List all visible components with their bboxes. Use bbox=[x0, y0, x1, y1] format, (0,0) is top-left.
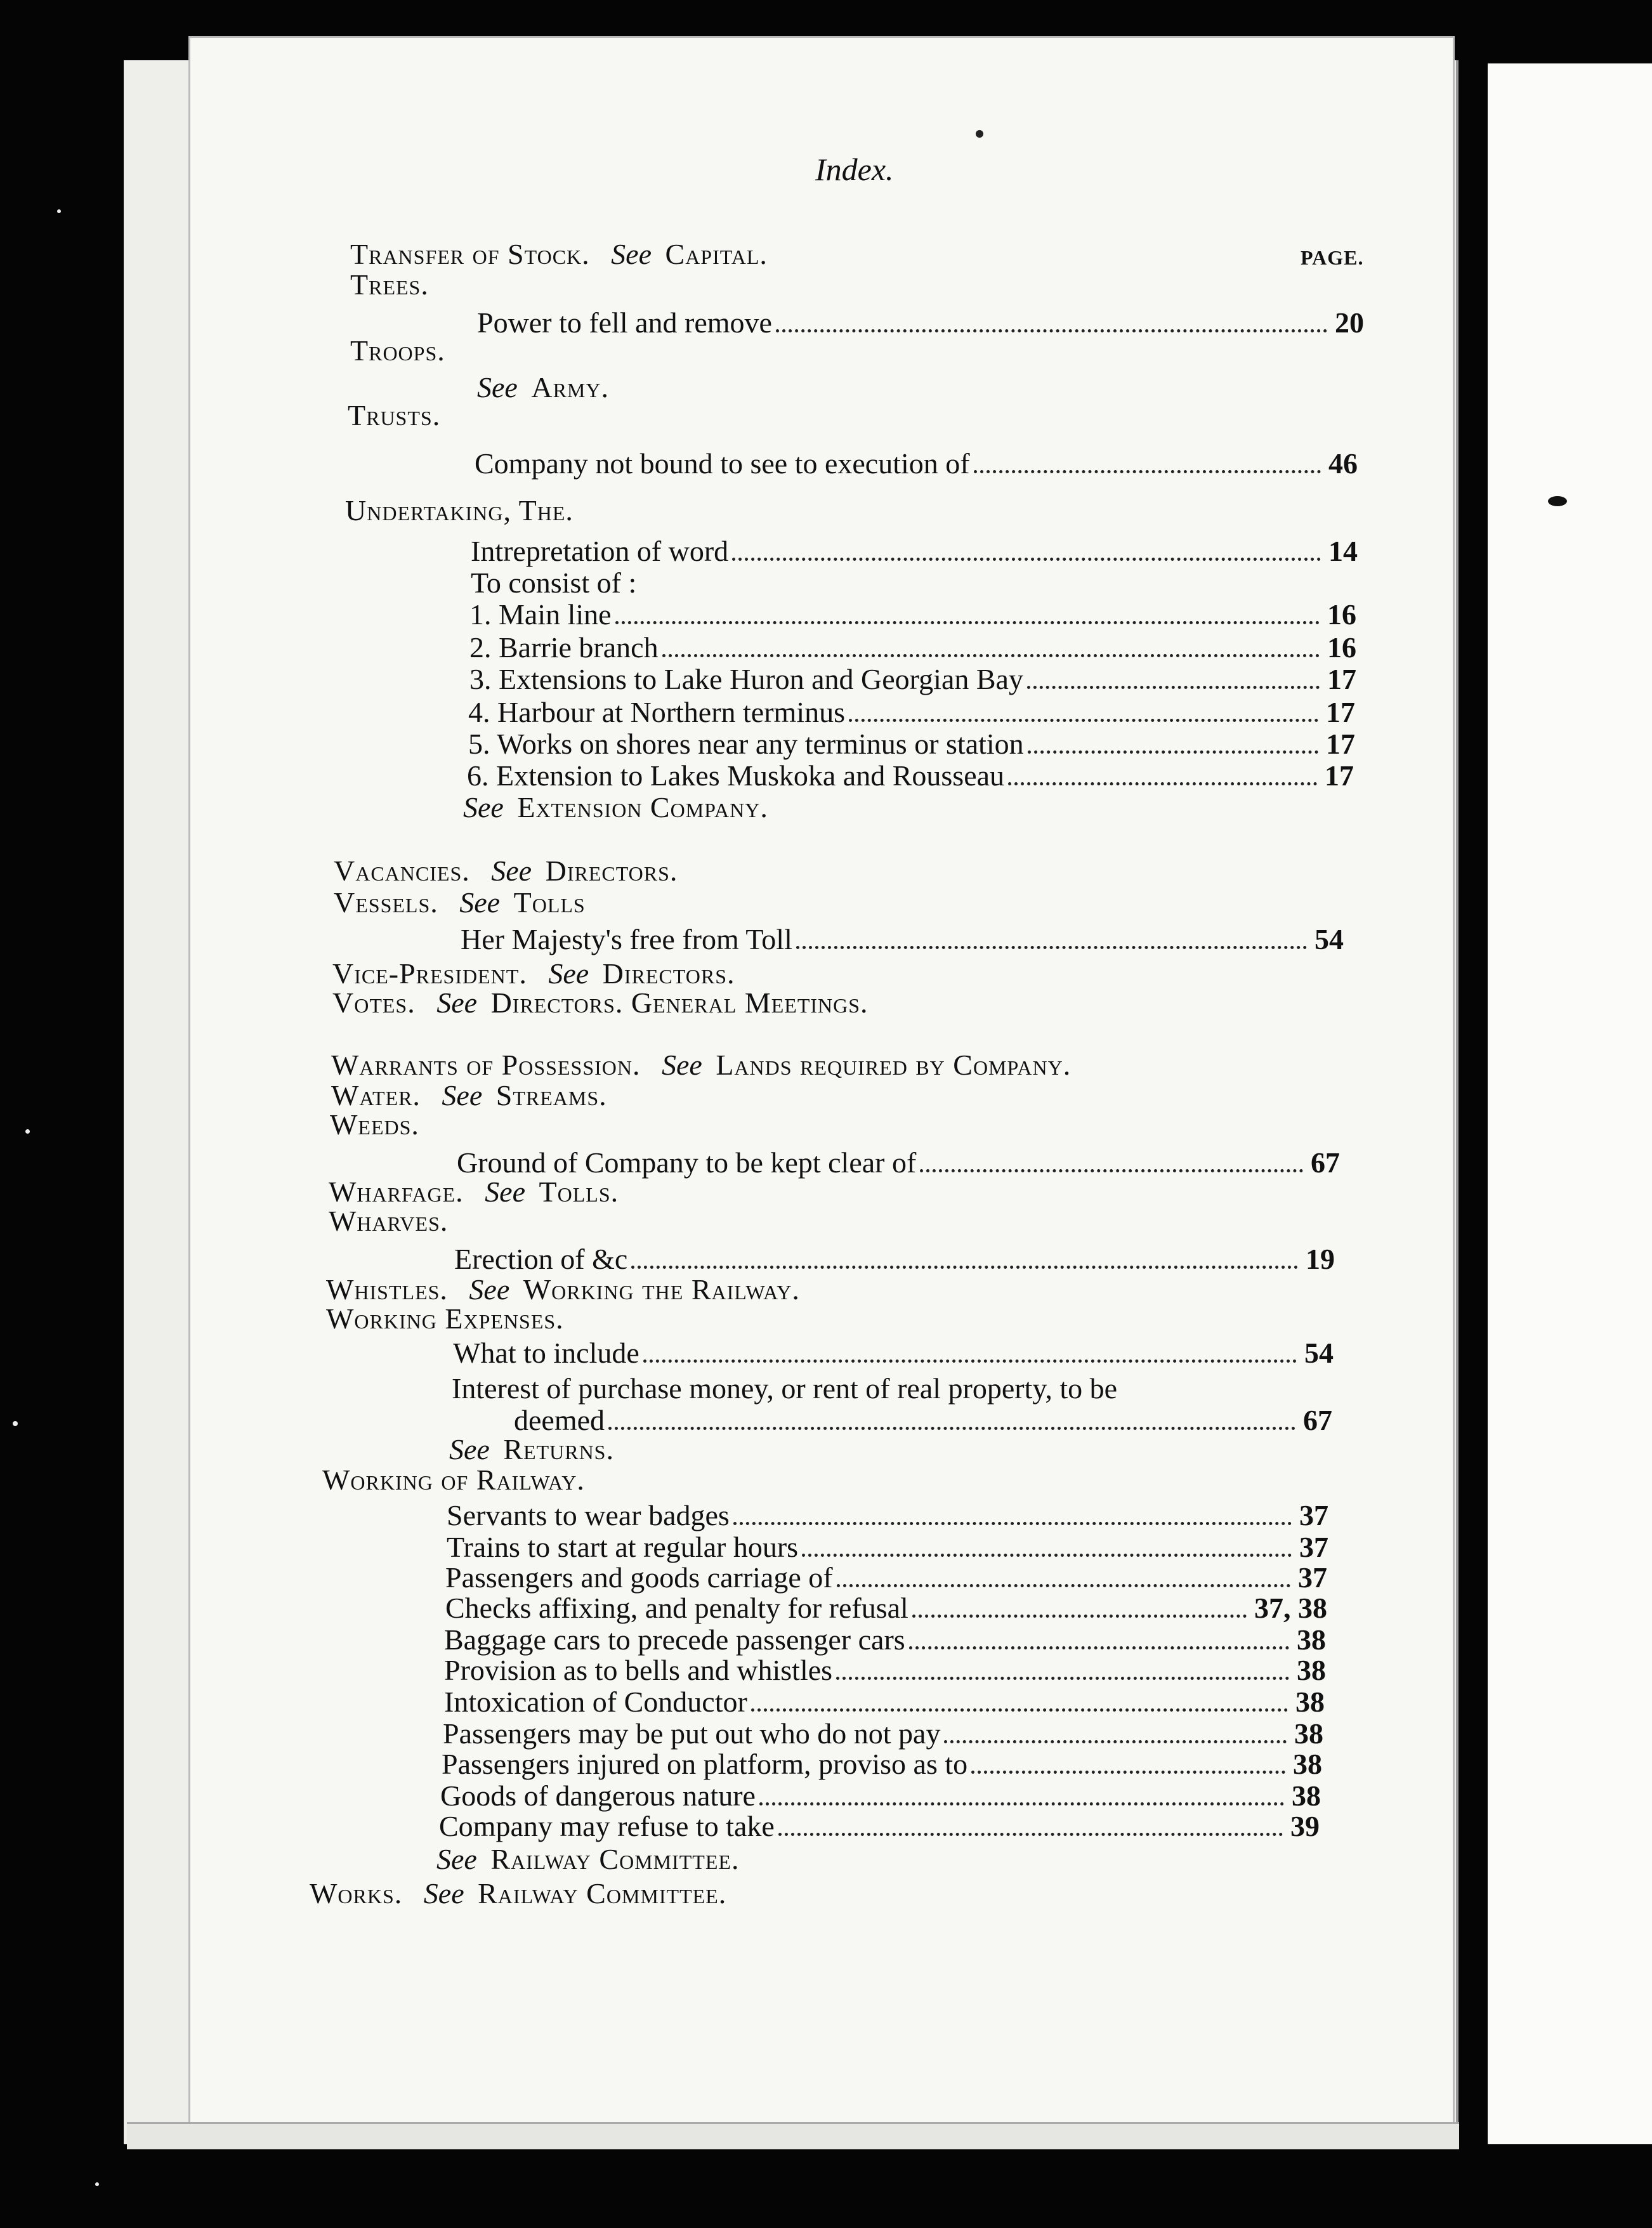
subentry-text: Goods of dangerous nature bbox=[440, 1779, 756, 1812]
index-subentry bbox=[514, 1406, 1332, 1435]
subentry-text: 1. Main line bbox=[469, 598, 612, 631]
index-entry bbox=[329, 1177, 619, 1207]
cross-reference: Tolls. bbox=[539, 1176, 619, 1208]
page-number: 38 bbox=[1295, 1686, 1325, 1718]
index-subentry bbox=[469, 665, 1356, 694]
index-subentry bbox=[477, 308, 1364, 337]
entry-heading: Trusts. bbox=[348, 399, 441, 431]
index-subentry bbox=[475, 449, 1358, 478]
index-entry bbox=[350, 240, 768, 269]
subentry-text: Passengers and goods carriage of bbox=[445, 1561, 833, 1594]
entry-heading: Votes. bbox=[332, 986, 416, 1019]
see-label: See bbox=[491, 855, 532, 887]
entry-heading: Trees. bbox=[350, 268, 429, 301]
subentry-text: Passengers may be put out who do not pay bbox=[443, 1717, 941, 1750]
dot-leader bbox=[1008, 782, 1317, 785]
subentry-text: Servants to wear badges bbox=[447, 1499, 730, 1531]
subentry-text: Passengers injured on platform, proviso as to bbox=[442, 1748, 968, 1780]
dot-leader bbox=[1027, 686, 1320, 689]
cross-reference: Returns. bbox=[503, 1433, 614, 1465]
page-number: 38 bbox=[1294, 1717, 1323, 1750]
dot-leader bbox=[1028, 750, 1318, 754]
page-number: 38 bbox=[1292, 1779, 1321, 1812]
entry-heading: Warrants of Possession. bbox=[331, 1049, 641, 1081]
entry-heading: Vessels. bbox=[334, 886, 438, 919]
see-label: See bbox=[463, 791, 504, 823]
entry-heading: Water. bbox=[331, 1079, 421, 1111]
ink-speck bbox=[1548, 496, 1567, 506]
subentry-text: Checks affixing, and penalty for refusal bbox=[445, 1592, 908, 1624]
subentry-text: Intrepretation of word bbox=[471, 535, 729, 567]
cross-reference: Streams. bbox=[495, 1079, 607, 1111]
see-label: See bbox=[459, 886, 501, 919]
page-number: 37 bbox=[1298, 1561, 1327, 1594]
page-number: 37, 38 bbox=[1254, 1592, 1327, 1624]
index-subentry bbox=[471, 568, 636, 598]
index-subentry bbox=[444, 1625, 1326, 1655]
index-subentry bbox=[467, 761, 1354, 790]
index-subentry bbox=[444, 1656, 1326, 1685]
cross-reference: Directors. bbox=[602, 957, 735, 990]
index-entry bbox=[334, 888, 586, 917]
entry-heading: Wharves. bbox=[329, 1205, 449, 1237]
dot-leader bbox=[631, 1266, 1298, 1269]
page-number: 38 bbox=[1293, 1748, 1322, 1780]
index-subentry bbox=[443, 1719, 1323, 1748]
page-number: 14 bbox=[1328, 535, 1358, 567]
index-entry bbox=[331, 1081, 607, 1110]
ink-speck bbox=[976, 130, 983, 138]
dot-leader bbox=[920, 1169, 1303, 1172]
see-label: See bbox=[661, 1049, 702, 1081]
cross-reference: Working the Railway. bbox=[523, 1273, 800, 1306]
page-number: 54 bbox=[1314, 923, 1344, 955]
dot-leader bbox=[802, 1554, 1292, 1557]
subentry-text: Company not bound to see to execution of bbox=[475, 447, 970, 480]
subentry-text: 4. Harbour at Northern terminus bbox=[468, 696, 846, 728]
cross-reference: Army. bbox=[531, 371, 609, 403]
index-subentry bbox=[468, 730, 1355, 759]
page-number: 16 bbox=[1327, 631, 1356, 664]
dot-leader bbox=[796, 946, 1307, 949]
index-subentry bbox=[449, 1435, 614, 1464]
see-label: See bbox=[469, 1273, 510, 1306]
index-subentry bbox=[461, 925, 1344, 954]
page-number: 37 bbox=[1299, 1531, 1328, 1563]
see-label: See bbox=[548, 957, 589, 990]
page-number: 20 bbox=[1335, 306, 1364, 339]
index-subentry bbox=[469, 600, 1356, 629]
facing-page-edge bbox=[1488, 63, 1652, 2144]
page-number: 17 bbox=[1326, 728, 1355, 760]
dot-leader bbox=[912, 1615, 1247, 1618]
page-number: 38 bbox=[1297, 1623, 1326, 1656]
dot-leader bbox=[759, 1802, 1284, 1805]
dot-leader bbox=[643, 1360, 1297, 1363]
index-entry bbox=[331, 1051, 1071, 1080]
page-number: 67 bbox=[1303, 1404, 1332, 1436]
index-entry bbox=[334, 856, 678, 886]
subentry-text: 5. Works on shores near any terminus or station bbox=[468, 728, 1024, 760]
dot-leader bbox=[849, 719, 1318, 722]
see-label: See bbox=[436, 1843, 477, 1875]
page-bottom-edge bbox=[127, 2122, 1459, 2149]
index-entry bbox=[329, 1207, 448, 1236]
subentry-text: Interest of purchase money, or rent of real property, to be bbox=[452, 1372, 1118, 1405]
index-subentry bbox=[442, 1750, 1322, 1779]
subentry-text: Intoxication of Conductor bbox=[444, 1686, 747, 1718]
entry-heading: Vacancies. bbox=[334, 855, 470, 887]
subentry-text: Ground of Company to be kept clear of bbox=[457, 1146, 917, 1179]
index-subentry bbox=[440, 1781, 1321, 1811]
dot-leader bbox=[909, 1646, 1289, 1649]
cross-reference: Directors. bbox=[545, 855, 678, 887]
cross-reference: Tolls bbox=[513, 886, 586, 919]
dot-leader bbox=[974, 470, 1321, 473]
dust-speck bbox=[13, 1421, 18, 1426]
subentry-text: Trains to start at regular hours bbox=[447, 1531, 799, 1563]
subentry-text: 3. Extensions to Lake Huron and Georgian Bay bbox=[469, 663, 1023, 695]
cross-reference: Railway Committee. bbox=[478, 1877, 727, 1910]
cross-reference: Extension Company. bbox=[517, 791, 768, 823]
index-subentry bbox=[453, 1339, 1334, 1368]
index-entry bbox=[330, 1110, 419, 1139]
subentry-text: Erection of &c bbox=[454, 1243, 628, 1275]
index-subentry bbox=[457, 1148, 1340, 1177]
index-subentry bbox=[471, 537, 1358, 566]
dot-leader bbox=[751, 1708, 1288, 1712]
index-entry bbox=[348, 401, 440, 430]
subentry-text: To consist of : bbox=[471, 567, 637, 599]
subentry-text: 6. Extension to Lakes Muskoka and Rousseau bbox=[467, 759, 1005, 792]
entry-heading: Wharfage. bbox=[329, 1176, 464, 1208]
dot-leader bbox=[662, 654, 1320, 657]
index-entry bbox=[350, 336, 445, 365]
dot-leader bbox=[944, 1740, 1287, 1743]
see-label: See bbox=[485, 1176, 526, 1208]
subentry-text: Company may refuse to take bbox=[439, 1810, 775, 1842]
see-label: See bbox=[442, 1079, 483, 1111]
entry-heading: Undertaking, The. bbox=[345, 494, 574, 527]
index-subentry bbox=[463, 793, 768, 822]
see-label: See bbox=[423, 1877, 464, 1910]
subentry-text: Her Majesty's free from Toll bbox=[461, 923, 792, 955]
dot-leader bbox=[836, 1677, 1289, 1680]
index-subentry bbox=[439, 1812, 1320, 1841]
dot-leader bbox=[837, 1584, 1290, 1587]
index-subentry bbox=[447, 1533, 1328, 1562]
see-label: See bbox=[436, 986, 478, 1019]
page-number: 17 bbox=[1325, 759, 1354, 792]
page-number: 16 bbox=[1327, 598, 1356, 631]
running-head: Index. bbox=[815, 152, 894, 187]
index-subentry bbox=[468, 698, 1355, 727]
entry-heading: Working of Railway. bbox=[322, 1464, 585, 1496]
dot-leader bbox=[971, 1771, 1285, 1774]
page-number: 19 bbox=[1306, 1243, 1335, 1275]
dot-leader bbox=[732, 558, 1321, 561]
subentry-text: 2. Barrie branch bbox=[469, 631, 659, 664]
index-subentry bbox=[445, 1563, 1327, 1592]
dust-speck bbox=[95, 2182, 99, 2186]
index-entry bbox=[310, 1879, 726, 1908]
dust-speck bbox=[25, 1129, 30, 1134]
index-subentry bbox=[469, 633, 1356, 662]
index-entry bbox=[332, 959, 735, 988]
dot-leader bbox=[615, 621, 1320, 624]
cross-reference: Directors. General Meetings. bbox=[490, 986, 869, 1019]
subentry-text: Power to fell and remove bbox=[477, 306, 772, 339]
page-number: 17 bbox=[1327, 663, 1356, 695]
index-subentry bbox=[444, 1687, 1325, 1717]
page-number: 54 bbox=[1304, 1337, 1334, 1369]
cross-reference: Lands required by Company. bbox=[716, 1049, 1072, 1081]
index-entry bbox=[350, 270, 429, 299]
see-label: See bbox=[477, 371, 518, 403]
index-subentry bbox=[452, 1374, 1117, 1403]
index-subentry bbox=[477, 373, 609, 402]
see-label: See bbox=[449, 1433, 490, 1465]
index-entry bbox=[332, 988, 869, 1018]
dot-leader bbox=[776, 329, 1327, 332]
subentry-text: Baggage cars to precede passenger cars bbox=[444, 1623, 905, 1656]
page-number: 17 bbox=[1326, 696, 1355, 728]
subentry-text: deemed bbox=[514, 1404, 605, 1436]
page-number: 38 bbox=[1297, 1654, 1326, 1686]
page-number: 37 bbox=[1299, 1499, 1328, 1531]
entry-heading: Troops. bbox=[350, 334, 445, 367]
index-entry bbox=[345, 496, 574, 525]
entry-heading: Weeds. bbox=[330, 1108, 419, 1141]
entry-heading: Whistles. bbox=[326, 1273, 448, 1306]
dot-leader bbox=[733, 1522, 1292, 1525]
index-subentry bbox=[454, 1245, 1335, 1274]
dot-leader bbox=[778, 1833, 1283, 1836]
cross-reference: Capital. bbox=[665, 238, 768, 270]
index-subentry bbox=[436, 1845, 739, 1874]
index-subentry bbox=[447, 1501, 1328, 1530]
index-entry bbox=[326, 1304, 564, 1334]
page-column-label: PAGE. bbox=[1301, 246, 1364, 269]
index-entry bbox=[326, 1275, 800, 1304]
entry-heading: Vice-President. bbox=[332, 957, 527, 990]
page-number: 67 bbox=[1311, 1146, 1340, 1179]
see-label: See bbox=[611, 238, 652, 270]
index-subentry bbox=[445, 1594, 1327, 1623]
dust-speck bbox=[57, 209, 61, 213]
entry-heading: Working Expenses. bbox=[326, 1302, 564, 1335]
subentry-text: Provision as to bells and whistles bbox=[444, 1654, 833, 1686]
page-number: 39 bbox=[1290, 1810, 1320, 1842]
entry-heading: Transfer of Stock. bbox=[350, 238, 590, 270]
dot-leader bbox=[608, 1427, 1295, 1430]
page-number: 46 bbox=[1328, 447, 1358, 480]
index-entry bbox=[322, 1465, 585, 1495]
entry-heading: Works. bbox=[310, 1877, 403, 1910]
subentry-text: What to include bbox=[453, 1337, 639, 1369]
cross-reference: Railway Committee. bbox=[490, 1843, 740, 1875]
